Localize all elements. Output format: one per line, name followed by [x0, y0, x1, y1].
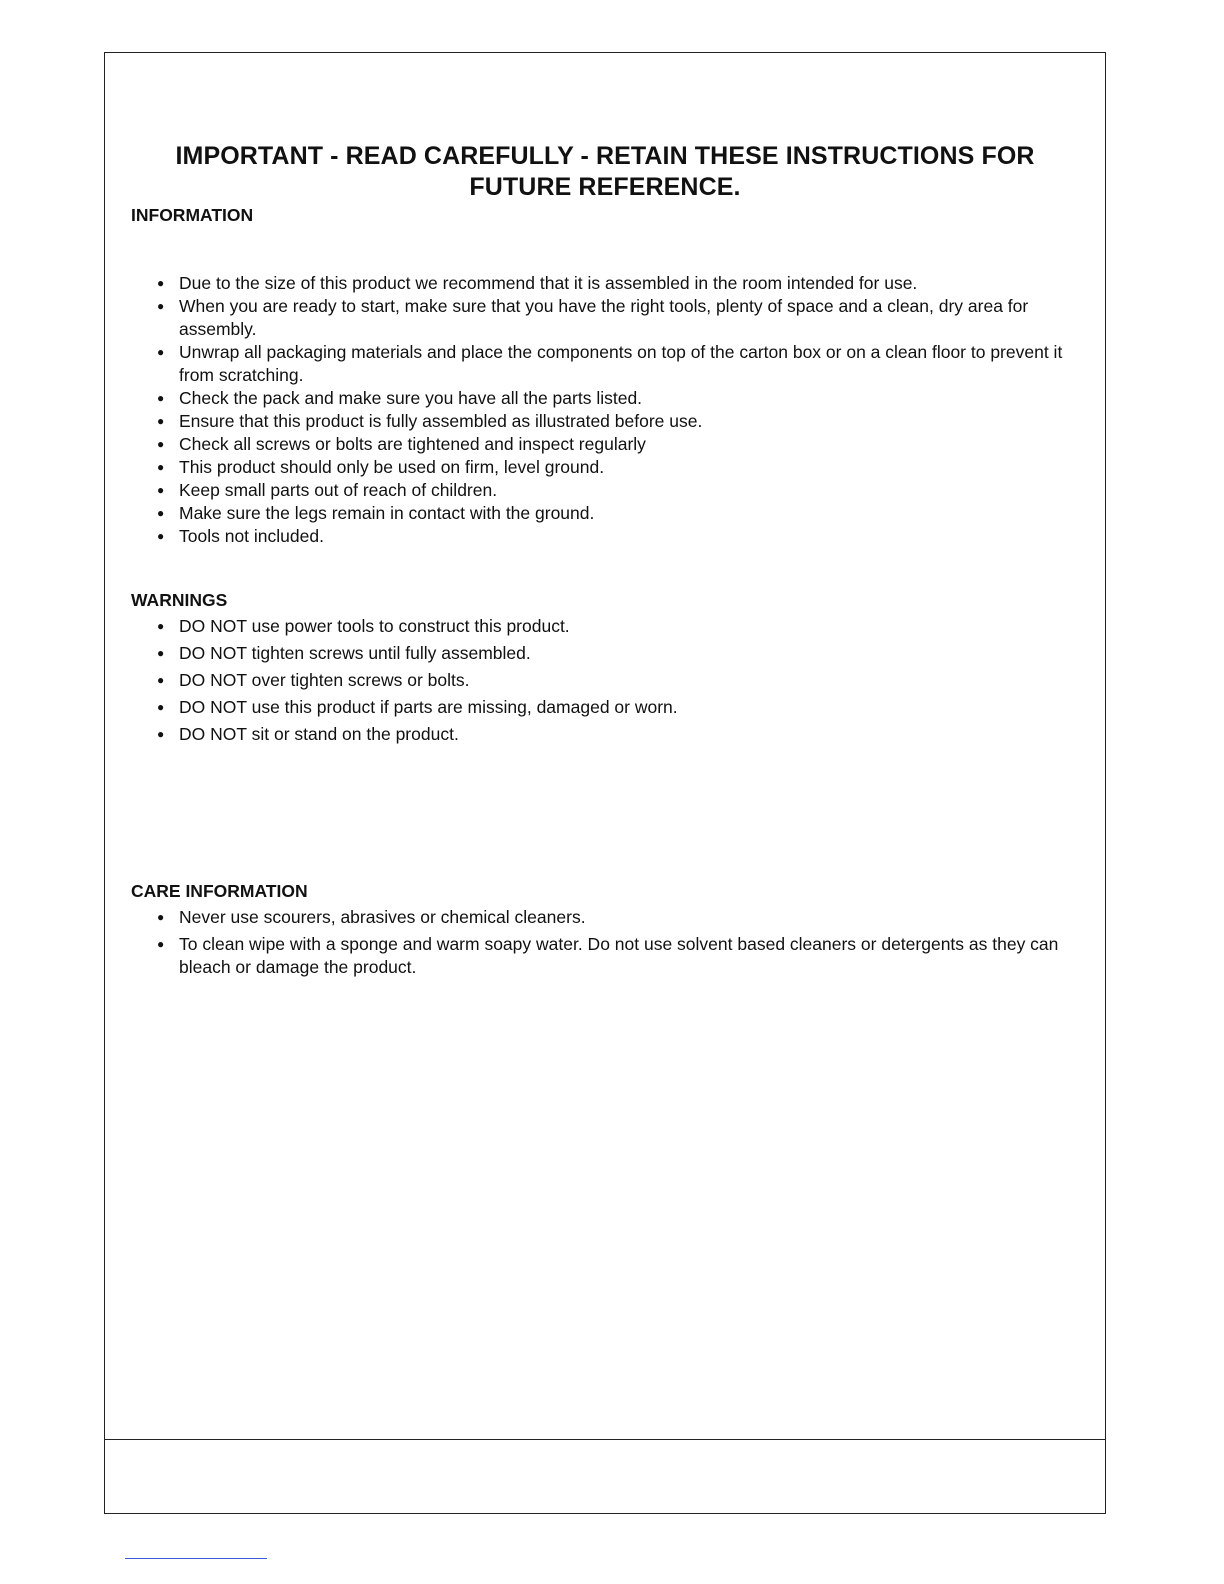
list-item: ● Never use scourers, abrasives or chemical cleaners. — [157, 907, 586, 927]
list-item: ● DO NOT use power tools to construct this product. — [157, 616, 570, 636]
list-item: ● To clean wipe with a sponge and warm soapy water. Do not use solvent based cleaners or detergents as they can bleach or damage the product. — [157, 934, 1059, 977]
list-item: ● This product should only be used on firm, level ground. — [157, 457, 605, 477]
list-item: ● When you are ready to start, make sure that you have the right tools, plenty of space and a clean, dry area for assembly. — [157, 296, 1029, 339]
bullet-icon: ● — [157, 646, 165, 660]
page-title: IMPORTANT - READ CAREFULLY - RETAIN THESE INSTRUCTIONS FOR FUTURE REFERENCE. — [175, 142, 1035, 201]
bullet-icon: ● — [157, 483, 165, 497]
bullet-icon: ● — [157, 460, 165, 474]
link-underline — [125, 1558, 267, 1559]
bullet-icon: ● — [157, 619, 165, 633]
warnings-heading: WARNINGS — [131, 590, 228, 610]
footer-divider — [105, 1439, 1105, 1440]
bullet-icon: ● — [157, 437, 165, 451]
warnings-list — [131, 615, 1075, 750]
page-frame — [104, 52, 1106, 1514]
bullet-icon: ● — [157, 276, 165, 290]
list-item: ● Ensure that this product is fully assembled as illustrated before use. — [157, 411, 703, 431]
list-item: ● Check all screws or bolts are tightened and inspect regularly — [157, 434, 646, 454]
list-item: ● DO NOT sit or stand on the product. — [157, 724, 459, 744]
bullet-icon: ● — [157, 727, 165, 741]
bullet-icon: ● — [157, 299, 165, 313]
bullet-icon: ● — [157, 529, 165, 543]
list-item: ● Tools not included. — [157, 526, 324, 546]
bullet-icon: ● — [157, 910, 165, 924]
bullet-icon: ● — [157, 673, 165, 687]
care-heading: CARE INFORMATION — [131, 881, 308, 901]
information-list — [131, 272, 1075, 548]
list-item: ● DO NOT over tighten screws or bolts. — [157, 670, 470, 690]
bullet-icon: ● — [157, 391, 165, 405]
list-item: ● DO NOT tighten screws until fully assembled. — [157, 643, 531, 663]
list-item: ● Make sure the legs remain in contact with the ground. — [157, 503, 595, 523]
bullet-icon: ● — [157, 700, 165, 714]
bullet-icon: ● — [157, 937, 165, 951]
bullet-icon: ● — [157, 345, 165, 359]
care-list — [131, 906, 1075, 983]
list-item: ● Due to the size of this product we recommend that it is assembled in the room intended for use. — [157, 273, 918, 293]
list-item: ● Keep small parts out of reach of children. — [157, 480, 498, 500]
information-heading: INFORMATION — [131, 205, 254, 225]
bullet-icon: ● — [157, 506, 165, 520]
list-item: ● Check the pack and make sure you have all the parts listed. — [157, 388, 643, 408]
list-item: ● DO NOT use this product if parts are missing, damaged or worn. — [157, 697, 678, 717]
list-item: ● Unwrap all packaging materials and place the components on top of the carton box or on a clean floor to prevent it from scratching. — [157, 342, 1063, 385]
bullet-icon: ● — [157, 414, 165, 428]
